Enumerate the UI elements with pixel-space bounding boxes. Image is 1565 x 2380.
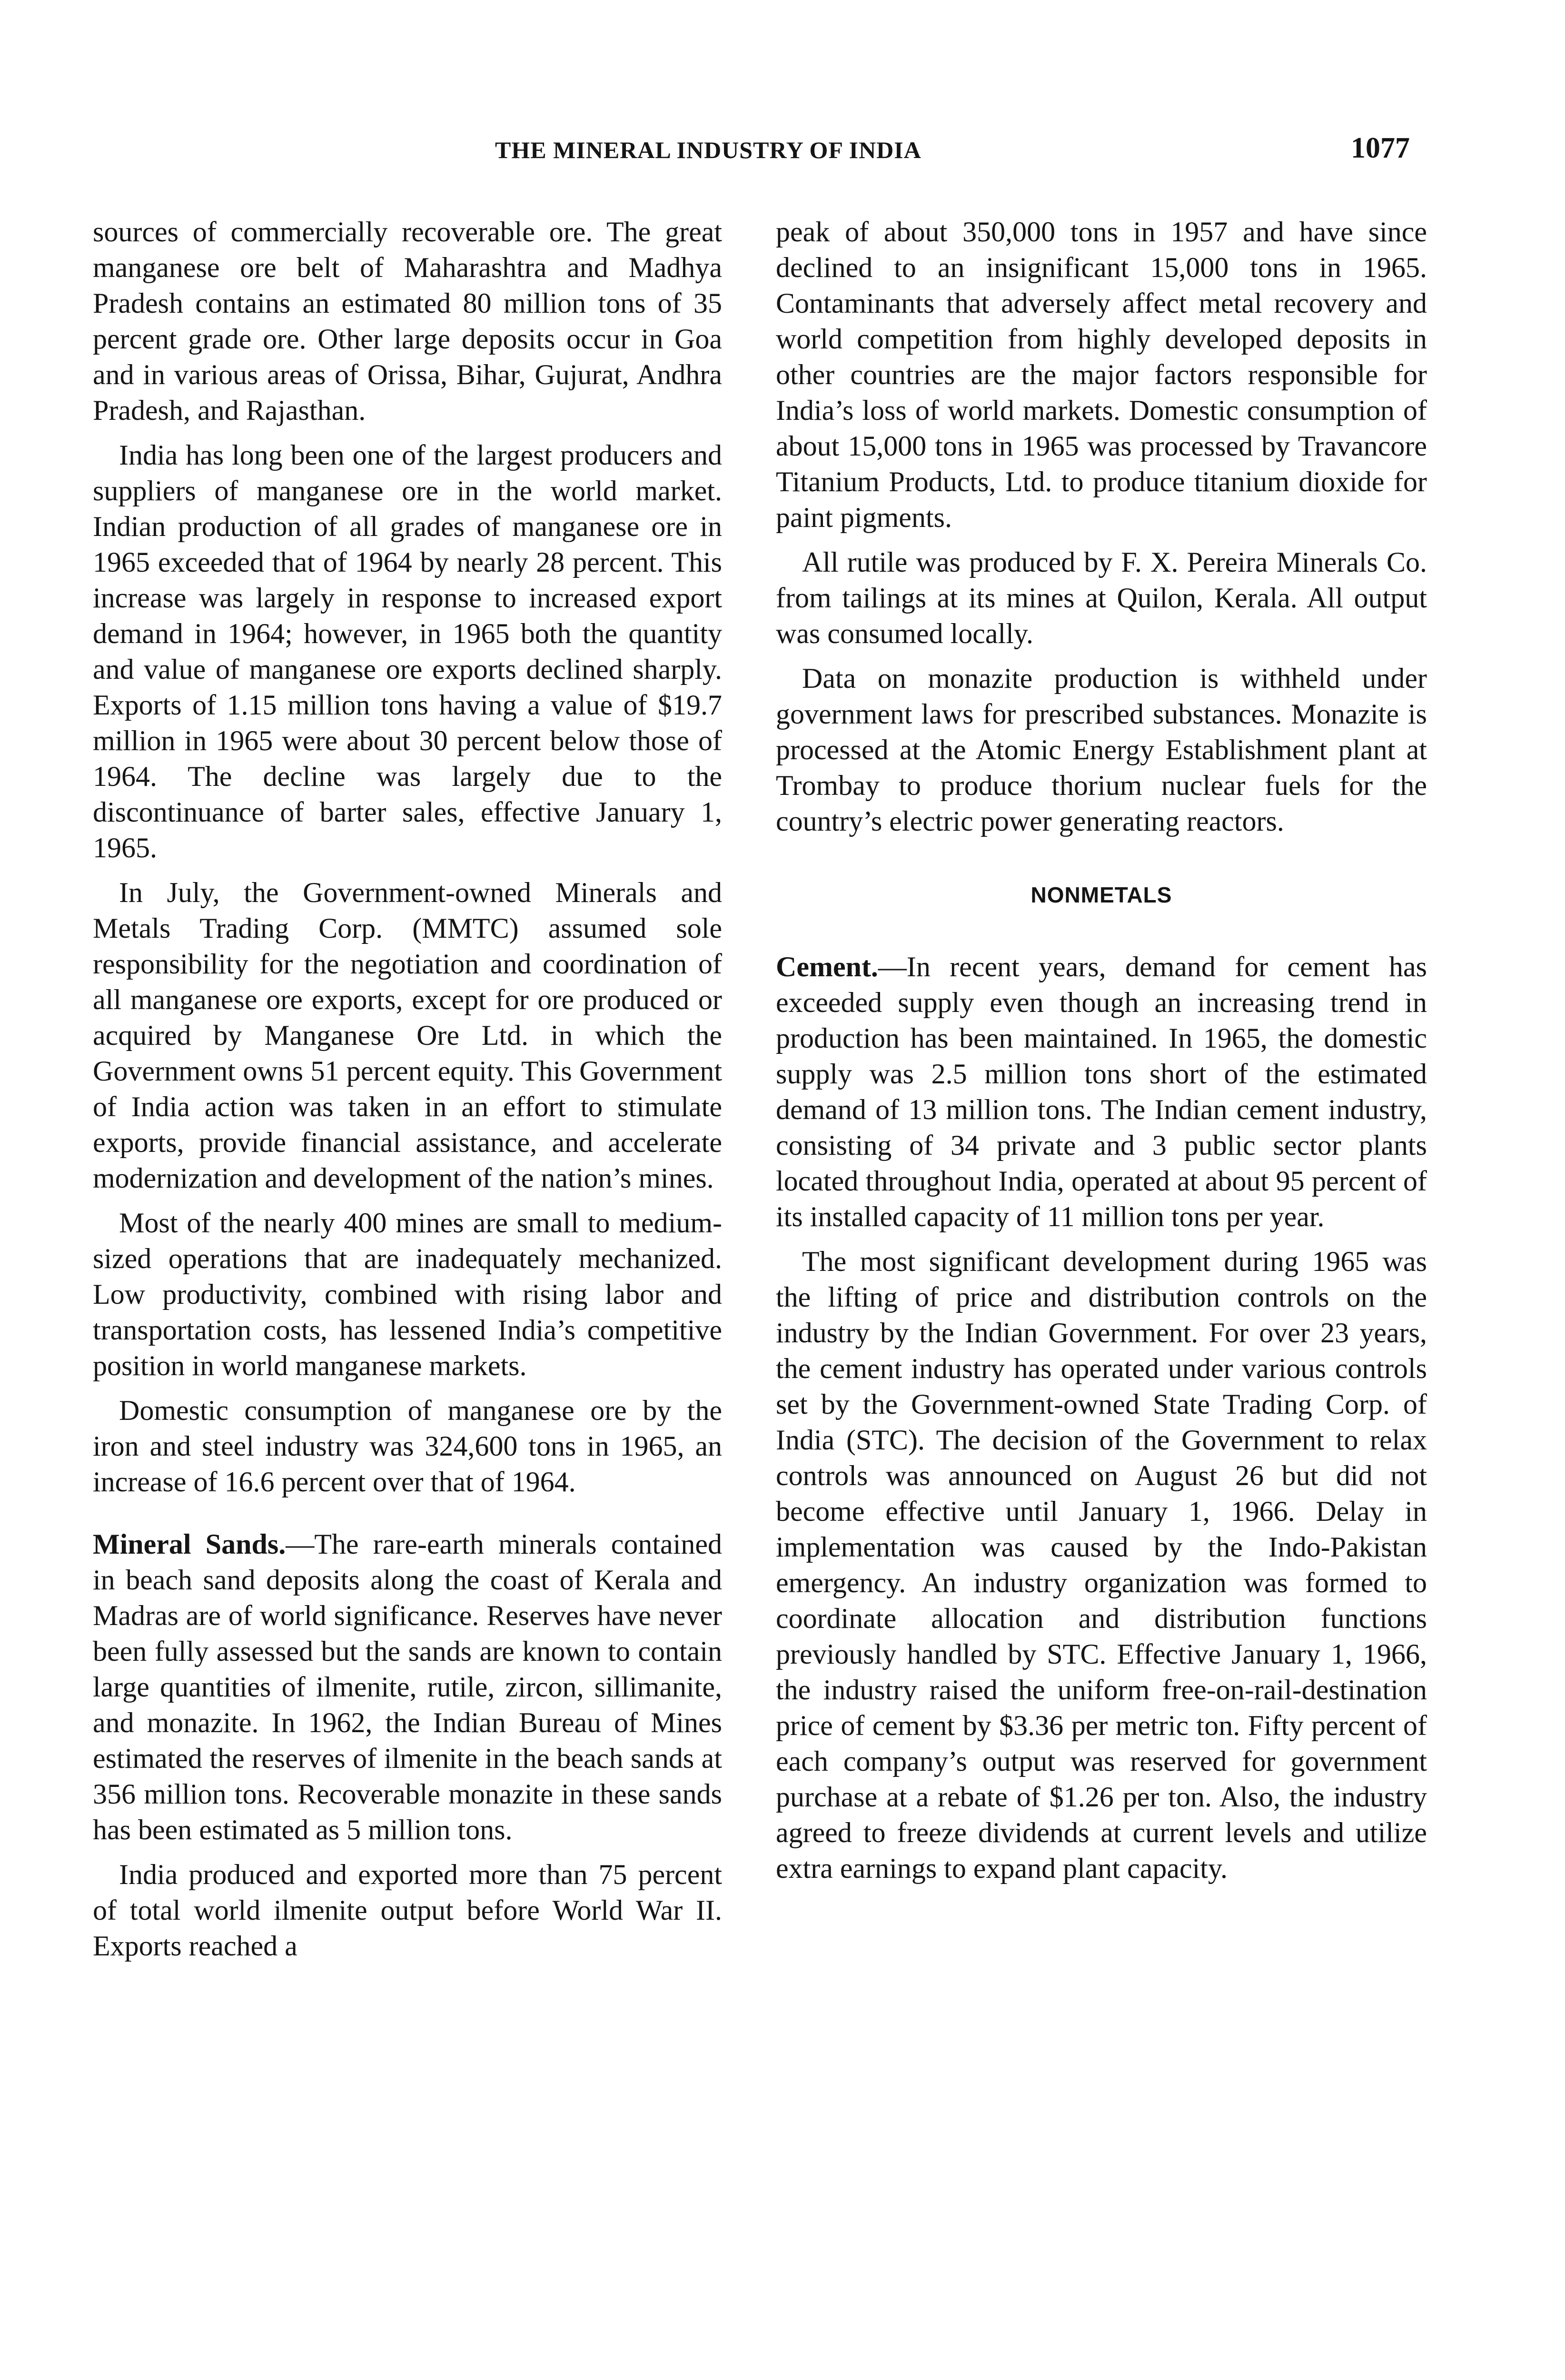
running-title: THE MINERAL INDUSTRY OF INDIA: [495, 137, 921, 163]
section-heading-nonmetals: NONMETALS: [1030, 883, 1172, 907]
left-column: [93, 214, 722, 1973]
paragraph-domestic-consumption: Domestic consumption of manganese ore by the iron and steel industry was 324,600 tons in 1965, an increase of 16.6 percent over that of 1964.: [93, 1395, 722, 1497]
paragraph-mineral-sands: [93, 1527, 722, 1848]
paragraph-ilmenite: India produced and exported more than 75 percent of total world ilmenite output before World War II. Exports reached a: [93, 1859, 722, 1962]
paragraph-rutile: All rutile was produced by F. X. Pereira Minerals Co. from tailings at its mines at Quilon, Kerala. All output was consumed locally.: [776, 546, 1427, 649]
paragraph-monazite: Data on monazite production is withheld under government laws for prescribed substances. Monazite is processed at the Atomic Energy Establishment plant at Trombay to produce thorium nuclear fuels for the country’s electric power generating reactors.: [776, 663, 1427, 837]
paragraph-manganese-reserves: sources of commercially recoverable ore. The great manganese ore belt of Maharashtra and Madhya Pradesh contains an estimated 80 million tons of 35 percent grade ore. Other large deposits occur in Goa and in various areas of Orissa, Bihar, Gujurat, Andhra Pradesh, and Rajasthan.: [93, 216, 722, 426]
paragraph-cement: [776, 949, 1427, 1235]
mineral-sands-heading: Mineral Sands.: [93, 1528, 286, 1560]
right-column: [776, 214, 1427, 1895]
paragraph-ilmenite-exports: peak of about 350,000 tons in 1957 and have since declined to an insignificant 15,000 tons in 1965. Contaminants that adversely affect metal recovery and world competition from highly developed deposits in other countries are the major factors responsible for India’s loss of world markets. Domestic consumption of about 15,000 tons in 1965 was processed by Travancore Titanium Products, Ltd. to produce titanium dioxide for paint pigments.: [776, 216, 1427, 533]
cement-heading: Cement.: [776, 951, 878, 982]
cement-text: —In recent years, demand for cement has exceeded supply even though an increasing trend in production has been maintained. In 1965, the domestic supply was 2.5 million tons short of the estimated demand of 13 million tons. The Indian cement industry, consisting of 34 private and 3 public sector plants located throughout India, operated at about 95 percent of its installed capacity of 11 million tons per year.: [776, 951, 1427, 1232]
paragraph-manganese-production: India has long been one of the largest producers and suppliers of manganese ore in the world market. Indian production of all grades of manganese ore in 1965 exceeded that of 1964 by nearly 28 percent. This increase was largely in response to increased export demand in 1964; however, in 1965 both the quantity and value of manganese ore exports declined sharply. Exports of 1.15 million tons having a value of $19.7 million in 1965 were about 30 percent below those of 1964. The decline was largely due to the discontinuance of barter sales, effective January 1, 1965.: [93, 439, 722, 863]
page-number: 1077: [1351, 132, 1410, 164]
paragraph-mines: Most of the nearly 400 mines are small to medium-sized operations that are inadequately mechanized. Low productivity, combined with rising labor and transportation costs, has lessened India’s competitive position in world manganese markets.: [93, 1207, 722, 1381]
paragraph-cement-controls: The most significant development during 1965 was the lifting of price and distribution controls on the industry by the Indian Government. For over 23 years, the cement industry has operated under various controls set by the Government-owned State Trading Corp. of India (STC). The decision of the Government to relax controls was announced on August 26 but did not become effective until January 1, 1966. Delay in implementation was caused by the Indo-Pakistan emergency. An industry organization was formed to coordinate allocation and distribution functions previously handled by STC. Effective January 1, 1966, the industry raised the uniform free-on-rail-destination price of cement by $3.36 per metric ton. Fifty percent of each company’s output was reserved for government purchase at a rebate of $1.26 per ton. Also, the industry agreed to freeze dividends at current levels and utilize extra earnings to expand plant capacity.: [776, 1246, 1427, 1884]
paragraph-mmtc: In July, the Government-owned Minerals and Metals Trading Corp. (MMTC) assumed sole responsibility for the negotiation and coordination of all manganese ore exports, except for ore produced or acquired by Manganese Ore Ltd. in which the Government owns 51 percent equity. This Government of India action was taken in an effort to stimulate exports, provide financial assistance, and accelerate modernization and development of the nation’s mines.: [93, 877, 722, 1194]
mineral-sands-text: —The rare-earth minerals contained in beach sand deposits along the coast of Kerala and Madras are of world significance. Reserves have never been fully assessed but the sands are known to contain large quantities of ilmenite, rutile, zircon, sillimanite, and monazite. In 1962, the Indian Bureau of Mines estimated the reserves of ilmenite in the beach sands at 356 million tons. Recoverable monazite in these sands has been estimated as 5 million tons.: [93, 1528, 722, 1845]
